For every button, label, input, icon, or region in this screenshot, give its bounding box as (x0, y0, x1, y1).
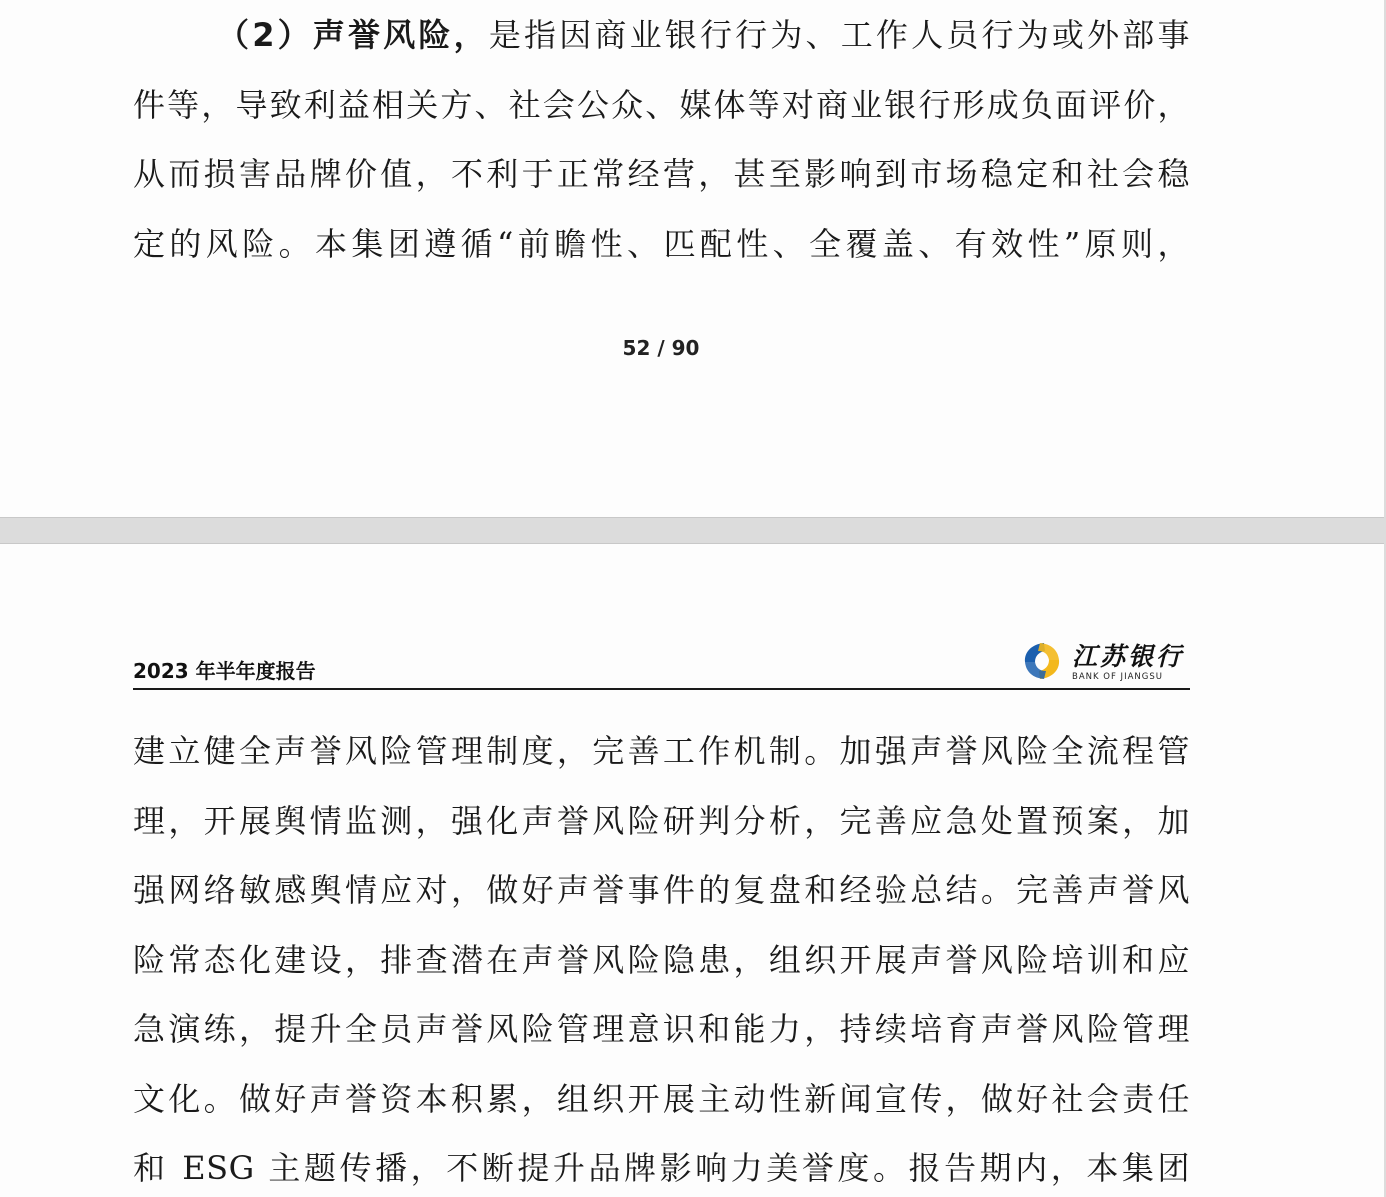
bank-logo (1022, 639, 1190, 685)
section-label: （2）声誉风险， (217, 16, 489, 54)
reputation-risk-paragraph-continued (133, 717, 1190, 1197)
logo-chinese-name: 江苏银行 (1072, 642, 1185, 671)
reputation-risk-paragraph (133, 1, 1190, 279)
logo-english-name: BANK OF JIANGSU (1072, 672, 1163, 682)
paragraph-line: 和 ESG 主题传播，不断提升品牌影响力美誉度。报告期内，本集团 (133, 1149, 1190, 1187)
paragraph-line: 从而损害品牌价值，不利于正常经营，甚至影响到市场稳定和社会稳 (133, 155, 1190, 193)
pdf-page-53 (0, 543, 1384, 1197)
page-header (133, 640, 1190, 690)
page-number: 52 / 90 (622, 336, 700, 360)
paragraph-line: 急演练，提升全员声誉风险管理意识和能力，持续培育声誉风险管理 (133, 1010, 1190, 1048)
paragraph-line: 理，开展舆情监测，强化声誉风险研判分析，完善应急处置预案，加 (133, 801, 1190, 840)
paragraph-line: 定的风险。本集团遵循“前瞻性、匹配性、全覆盖、有效性”原则， (133, 224, 1190, 263)
pdf-page-52 (0, 0, 1384, 518)
paragraph-line: 强网络敏感舆情应对，做好声誉事件的复盘和经验总结。完善声誉风 (133, 871, 1190, 909)
bank-of-jiangsu-logo-icon (1022, 641, 1062, 681)
paragraph-line: 险常态化建设，排查潜在声誉风险隐患，组织开展声誉风险培训和应 (133, 940, 1190, 979)
paragraph-line: （2）声誉风险，是指因商业银行行为、工作人员行为或外部事 (217, 16, 1190, 54)
paragraph-line: 件等，导致利益相关方、社会公众、媒体等对商业银行形成负面评价， (133, 85, 1190, 124)
report-title: 2023 年半年度报告 (133, 659, 316, 683)
paragraph-line: 文化。做好声誉资本积累，组织开展主动性新闻宣传，做好社会责任 (133, 1079, 1190, 1118)
paragraph-line: 建立健全声誉风险管理制度，完善工作机制。加强声誉风险全流程管 (133, 732, 1190, 770)
